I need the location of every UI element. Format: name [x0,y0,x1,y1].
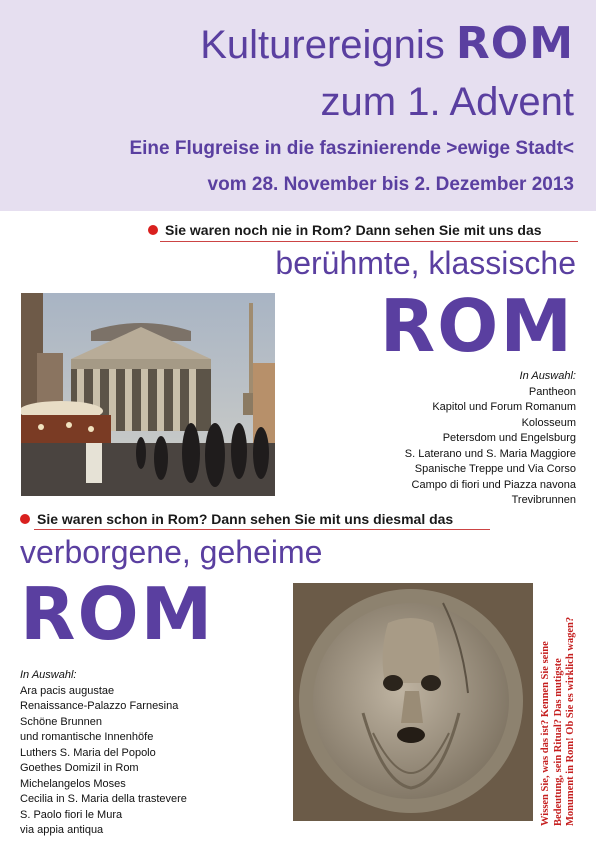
header-banner [0,0,596,211]
list-item: Cecilia in S. Maria della trastevere [20,793,187,805]
list-item: Renaissance-Palazzo Farnesina [20,700,179,712]
list-item: S. Paolo fiori le Mura [20,808,123,821]
list-item: Campo di fiori und Piazza navona [411,478,576,491]
list-item: via appia antiqua [20,824,104,836]
section1-rom: ROM [379,284,574,368]
list-item: Goethes Domizil in Rom [20,762,139,774]
list-item: Michelangelos Moses [20,777,126,790]
bullet-dot-icon [148,225,158,235]
section2-list [20,668,187,839]
section2-heading: verborgene, geheime [20,534,323,570]
section2-question [20,511,453,527]
header-subtitle: Eine Flugreise in die faszinierende >ewige Stadt< [129,138,574,159]
list-item: Petersdom und Engelsburg [442,432,576,444]
bullet-dot-icon [20,514,30,524]
bocca-della-verita-photo [293,583,533,821]
header-title-line2: zum 1. Advent [320,80,574,124]
section2-rom: ROM [20,572,215,656]
section2-question-text: Sie waren schon in Rom? Dann sehen Sie mit uns diesmal das [37,511,454,527]
title-text: Kulturereignis [200,23,445,67]
list-item: Luthers S. Maria del Popolo [20,746,156,759]
section1-list [405,369,576,509]
list-item: Trevibrunnen [511,494,576,506]
section1-question-text: Sie waren noch nie in Rom? Dann sehen Sie mit uns das [165,222,542,238]
section2-underline [34,529,490,530]
pantheon-photo [21,293,275,496]
list-item: Spanische Treppe und Via Corso [414,463,576,475]
vertical-caption-line: Bedeutung, sein Ritual? Das mutigste [552,658,564,826]
header-dates: vom 28. November bis 2. Dezember 2013 [207,174,574,195]
list-heading: In Auswahl: [519,370,576,382]
list-item: Ara pacis augustae [20,684,115,697]
title-rom: ROM [455,18,574,69]
header-title-line1 [200,18,574,69]
list-item: Kolosseum [521,416,576,429]
list-item: Pantheon [528,385,576,398]
list-item: Kapitol und Forum Romanum [432,401,576,413]
section1-question [148,222,542,238]
section1-heading: berühmte, klassische [275,245,576,281]
vertical-caption-line: Monument in Rom! Ob Sie es wirklich wagen? [565,616,576,826]
list-heading: In Auswahl: [20,669,77,681]
list-item: Schöne Brunnen [20,715,102,728]
section1-underline [160,241,578,242]
vertical-caption [540,617,578,826]
list-item: S. Laterano und S. Maria Maggiore [404,447,576,460]
list-item: und romantische Innenhöfe [20,731,154,743]
vertical-caption-line: Wissen Sie, was das ist? Kennen Sie seine [540,641,551,826]
